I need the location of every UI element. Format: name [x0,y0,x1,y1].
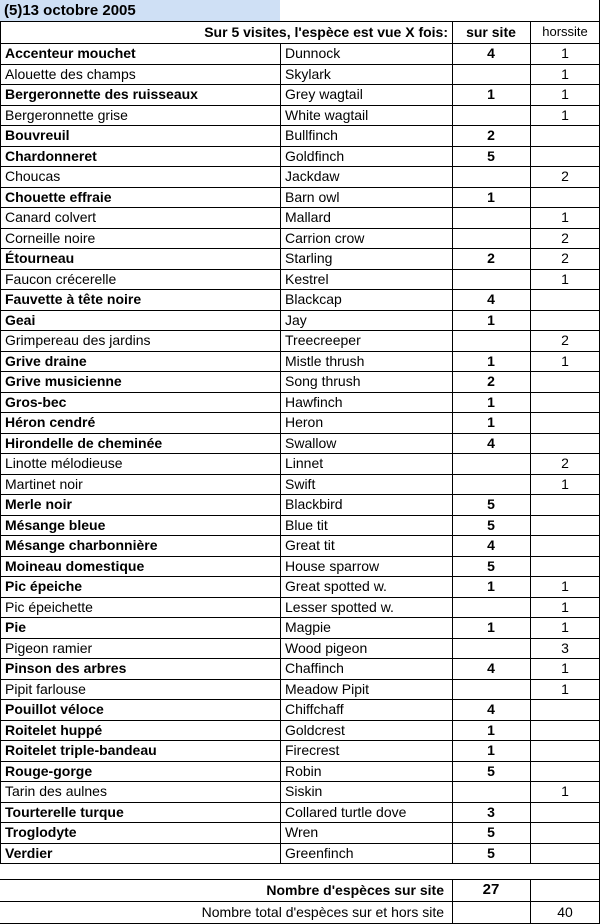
french-name: Roitelet huppé [5,721,103,738]
french-name: Corneille noire [5,229,96,246]
off-site-value: 1 [561,106,569,123]
row-divider [0,740,600,741]
row-divider [0,699,600,700]
off-site-value: 2 [561,229,569,246]
sheet-title: (5)13 octobre 2005 [4,2,136,19]
on-site-value [452,64,530,85]
table-row [0,453,600,474]
off-site-value: 1 [561,660,569,676]
row-divider [0,64,600,65]
off-site-value: 3 [561,639,569,656]
table-row [0,433,600,454]
english-name: Swift [285,475,316,492]
french-name: Tourterelle turque [5,803,124,820]
on-site-value: 4 [487,45,495,61]
row-divider [0,822,600,823]
header-on-site: sur site [466,24,516,40]
on-site-value: 1 [487,311,495,328]
title-band [0,0,280,21]
french-name: Martinet noir [5,475,83,492]
on-site-value: 5 [487,557,495,574]
english-name: Barn owl [285,188,340,205]
french-name: Pinson des arbres [5,660,127,676]
on-site-value: 3 [487,803,495,820]
on-site-value [452,166,530,187]
table-row [0,720,600,741]
table-row [0,84,600,105]
english-name: Linnet [285,455,324,471]
row-divider [0,494,600,495]
row-divider [0,187,600,188]
on-site-value [452,453,530,474]
french-name: Linotte mélodieuse [5,455,123,471]
french-name: Troglodyte [5,824,77,840]
row-divider [0,597,600,598]
row-divider [0,43,600,44]
table-row [0,617,600,638]
table-row [0,515,600,536]
row-divider [0,412,600,413]
table-row [0,535,600,556]
french-name: Pic épeichette [5,598,93,615]
french-name: Faucon crécerelle [5,270,117,287]
off-site-value: 1 [561,619,569,635]
on-site-value: 1 [487,578,495,594]
on-site-value [452,105,530,126]
column-divider [0,21,1,863]
french-name: Fauvette à tête noire [5,291,142,307]
english-name: Treecreeper [285,332,361,348]
row-divider [0,166,600,167]
french-name: Bergeronnette des ruisseaux [5,86,198,102]
french-name: Moineau domestique [5,557,145,574]
on-site-value: 1 [487,352,495,369]
row-divider [0,371,600,372]
table-row [0,761,600,782]
column-divider [452,21,453,863]
on-site-value: 1 [487,619,495,635]
row-divider [0,658,600,659]
row-divider [0,146,600,147]
on-site-value: 2 [487,127,495,143]
french-name: Rouge-gorge [5,762,93,779]
english-name: Firecrest [285,742,340,758]
english-name: Dunnock [285,45,341,61]
row-divider [0,105,600,106]
off-site-value [530,556,600,577]
french-name: Bergeronnette grise [5,106,128,123]
english-name: Bullfinch [285,127,338,143]
on-site-value: 1 [487,393,495,410]
on-site-value: 4 [487,291,495,307]
on-site-value [452,597,530,618]
row-divider [0,679,600,680]
french-name: Bouvreuil [5,127,70,143]
on-site-value: 1 [487,721,495,738]
header-caption: Sur 5 visites, l'espèce est vue X fois: [204,24,448,40]
english-name: Robin [285,762,322,779]
off-site-value: 1 [561,86,569,102]
off-site-value [530,310,600,331]
french-name: Verdier [5,844,53,861]
french-name: Héron cendré [5,414,96,430]
table-row [0,597,600,618]
row-divider [0,576,600,577]
on-site-count-label: Nombre d'espèces sur site [266,882,444,898]
off-site-value: 1 [561,578,569,594]
english-name: Blackcap [285,291,342,307]
english-name: Skylark [285,65,331,82]
french-name: Chardonneret [5,147,97,164]
on-site-count: 27 [482,881,500,898]
table-row [0,679,600,700]
on-site-value: 4 [487,537,495,553]
table-row [0,638,600,659]
french-name: Accenteur mouchet [5,45,136,61]
on-site-value: 5 [487,147,495,164]
table-row [0,269,600,290]
off-site-value [530,822,600,843]
table-row [0,289,600,310]
french-name: Pic épeiche [5,578,83,594]
french-name: Grive draine [5,352,87,369]
table-row [0,43,600,64]
table-row [0,556,600,577]
french-name: Grimpereau des jardins [5,332,151,348]
column-divider [452,879,453,923]
on-site-value [452,638,530,659]
table-row [0,412,600,433]
on-site-value: 5 [487,824,495,840]
english-name: Jackdaw [285,168,340,184]
english-name: Meadow Pipit [285,680,370,697]
total-count-label: Nombre total d'espèces sur et hors site [201,904,444,920]
off-site-value [530,720,600,741]
table-row [0,330,600,351]
row-divider [0,330,600,331]
on-site-value: 4 [487,434,495,451]
off-site-value [530,187,600,208]
off-site-value [530,392,600,413]
table-row [0,64,600,85]
table-row [0,802,600,823]
off-site-value: 2 [561,168,569,184]
off-site-value: 2 [561,332,569,348]
table-row [0,207,600,228]
off-site-value: 1 [561,270,569,287]
on-site-value: 1 [487,188,495,205]
french-name: Choucas [5,168,61,184]
english-name: Mallard [285,209,331,225]
on-site-value [452,269,530,290]
french-name: Mésange charbonnière [5,537,158,553]
off-site-value [530,535,600,556]
french-name: Pie [5,619,27,635]
row-divider [0,879,600,880]
row-divider [0,556,600,557]
english-name: Great tit [285,537,335,553]
row-divider [0,207,600,208]
row-divider [0,515,600,516]
english-name: Song thrush [285,373,361,389]
row-divider [0,474,600,475]
off-site-value [530,699,600,720]
on-site-value: 2 [487,250,495,266]
english-name: Heron [285,414,324,430]
table-row [0,166,600,187]
table-row [0,740,600,761]
english-name: Greenfinch [285,844,354,861]
on-site-value: 5 [487,516,495,533]
english-name: Wren [285,824,319,840]
table-row [0,658,600,679]
row-divider [0,310,600,311]
off-site-value: 2 [561,250,569,266]
row-divider [0,802,600,803]
row-divider [0,863,600,864]
english-name: Collared turtle dove [285,803,407,820]
table-row [0,105,600,126]
on-site-value: 1 [487,86,495,102]
row-divider [0,617,600,618]
row-divider [0,453,600,454]
row-divider [0,84,600,85]
french-name: Mésange bleue [5,516,106,533]
english-name: Siskin [285,783,323,799]
off-site-value [530,494,600,515]
table-row [0,187,600,208]
english-name: Mistle thrush [285,352,365,369]
row-divider [0,638,600,639]
english-name: Carrion crow [285,229,365,246]
on-site-value: 4 [487,660,495,676]
table-row [0,248,600,269]
row-divider [0,901,600,902]
table-row [0,125,600,146]
on-site-value: 5 [487,496,495,512]
english-name: Blackbird [285,496,343,512]
french-name: Canard colvert [5,209,97,225]
row-divider [0,720,600,721]
english-name: Goldcrest [285,721,345,738]
table-row [0,843,600,864]
french-name: Hirondelle de cheminée [5,434,163,451]
column-divider [530,879,531,923]
french-name: Pipit farlouse [5,680,86,697]
english-name: Chaffinch [285,660,344,676]
row-divider [0,269,600,270]
french-name: Roitelet triple-bandeau [5,742,157,758]
english-name: Swallow [285,434,337,451]
table-row [0,146,600,167]
off-site-value: 1 [561,783,569,799]
table-row [0,576,600,597]
off-site-value: 1 [561,65,569,82]
off-site-value [530,125,600,146]
row-divider [0,781,600,782]
row-divider [0,21,600,22]
english-name: Chiffchaff [285,701,344,717]
french-name: Tarin des aulnes [5,783,107,799]
off-site-value: 1 [561,45,569,61]
english-name: Kestrel [285,270,329,287]
off-site-value: 1 [561,598,569,615]
off-site-value: 1 [561,209,569,225]
total-count: 40 [557,904,573,920]
table-row [0,310,600,331]
off-site-value: 2 [561,455,569,471]
french-name: Pouillot véloce [5,701,104,717]
on-site-value [452,330,530,351]
off-site-value: 1 [561,475,569,492]
off-site-value [530,740,600,761]
row-divider [0,761,600,762]
off-site-value [530,289,600,310]
table-row [0,351,600,372]
on-site-value [452,207,530,228]
on-site-value: 2 [487,373,495,389]
table-row [0,699,600,720]
english-name: Great spotted w. [285,578,387,594]
off-site-value [530,146,600,167]
row-divider [0,535,600,536]
french-name: Alouette des champs [5,65,136,82]
english-name: White wagtail [285,106,369,123]
off-site-value: 1 [561,352,569,369]
french-name: Merle noir [5,496,72,512]
off-site-value: 1 [561,680,569,697]
on-site-value [452,679,530,700]
off-site-value [530,843,600,864]
off-site-value [530,412,600,433]
on-site-value: 4 [487,701,495,717]
column-divider [530,21,531,863]
french-name: Geai [5,311,36,328]
on-site-value [452,474,530,495]
english-name: Lesser spotted w. [285,598,394,615]
english-name: Grey wagtail [285,86,363,102]
table-row [0,474,600,495]
row-divider [0,843,600,844]
row-divider [0,351,600,352]
english-name: Wood pigeon [285,639,368,656]
table-row [0,371,600,392]
row-divider [0,392,600,393]
off-site-value [530,515,600,536]
table-row [0,781,600,802]
english-name: Hawfinch [285,393,343,410]
on-site-value: 1 [487,414,495,430]
english-name: Magpie [285,619,331,635]
french-name: Grive musicienne [5,373,122,389]
row-divider [0,433,600,434]
header-off-site: horssite [542,24,588,39]
table-row [0,822,600,843]
on-site-value [452,228,530,249]
off-site-value [530,371,600,392]
french-name: Chouette effraie [5,188,112,205]
off-site-value [530,761,600,782]
on-site-value [452,781,530,802]
on-site-value: 5 [487,762,495,779]
column-divider [280,43,281,863]
table-row [0,228,600,249]
off-site-value [530,802,600,823]
english-name: Jay [285,311,307,328]
off-site-value [530,433,600,454]
row-divider [0,125,600,126]
row-divider [0,248,600,249]
on-site-value: 5 [487,844,495,861]
french-name: Pigeon ramier [5,639,93,656]
french-name: Gros-bec [5,393,67,410]
english-name: Starling [285,250,333,266]
on-site-value: 1 [487,742,495,758]
table-row [0,392,600,413]
french-name: Étourneau [5,250,75,266]
row-divider [0,289,600,290]
row-divider [0,228,600,229]
english-name: Goldfinch [285,147,345,164]
english-name: House sparrow [285,557,380,574]
english-name: Blue tit [285,516,328,533]
table-row [0,494,600,515]
